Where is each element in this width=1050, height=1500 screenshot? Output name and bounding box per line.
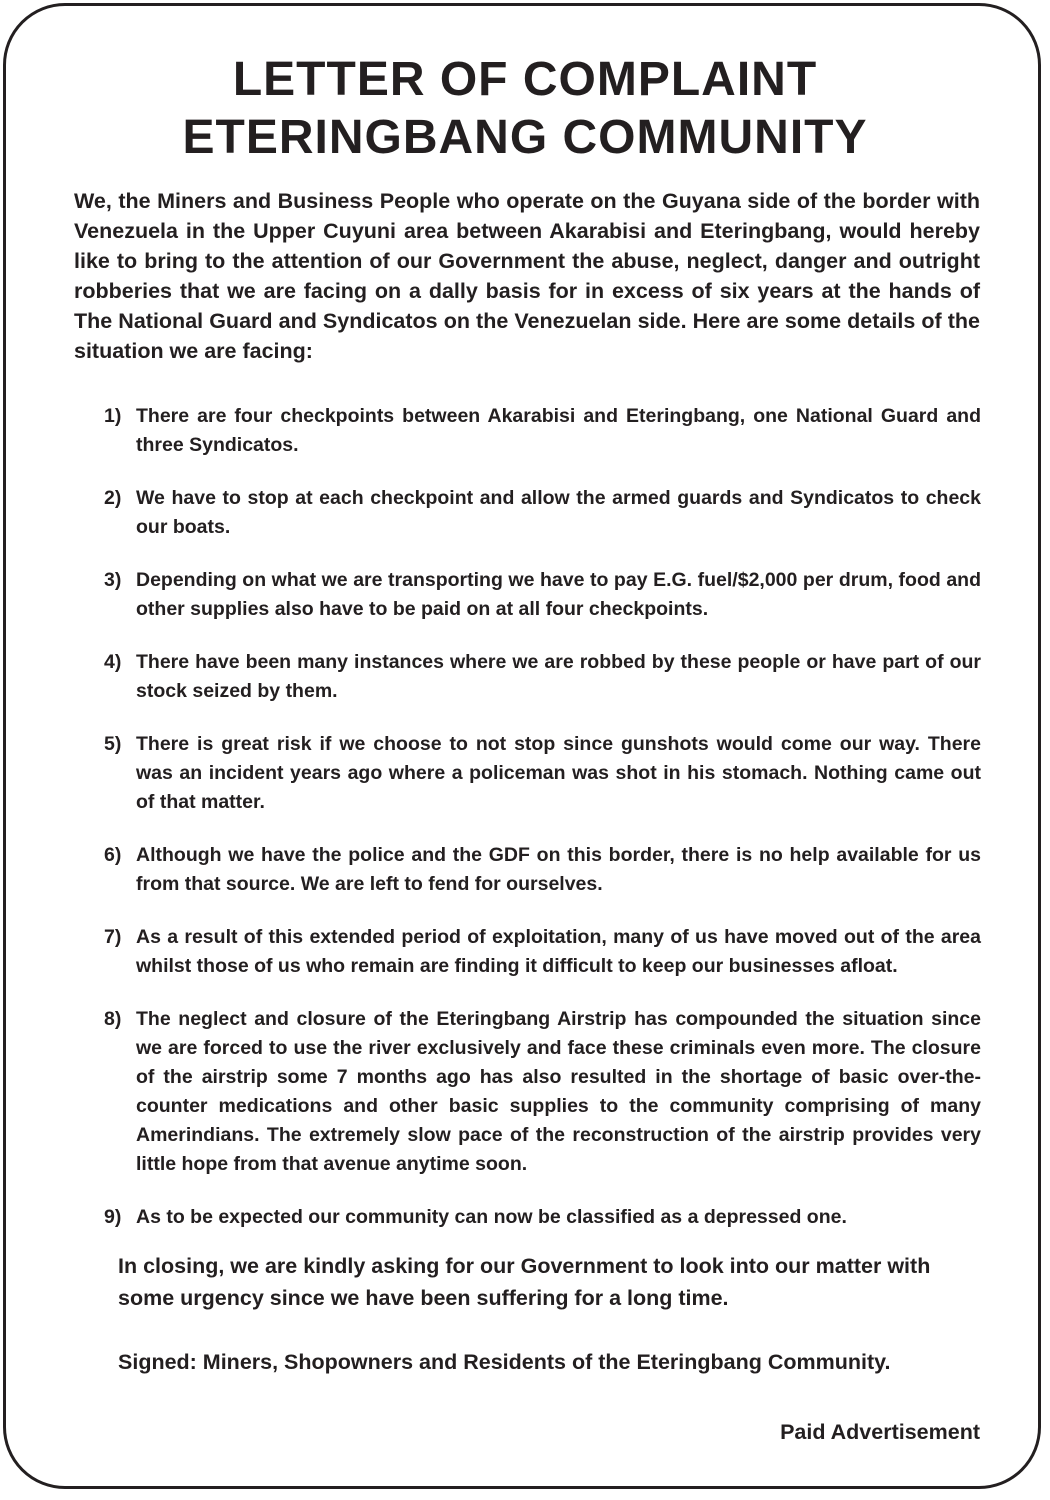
item-text: Although we have the police and the GDF on this border, there is no help available for us from that source. We are left to fend for ourselves. bbox=[136, 844, 981, 895]
item-text: There is great risk if we choose to not stop since gunshots would come our way. There was an incident years ago where a policeman was shot in his stomach. Nothing came out of that matter. bbox=[136, 733, 981, 813]
list-item bbox=[104, 730, 981, 817]
paid-advertisement-label: Paid Advertisement bbox=[780, 1420, 980, 1444]
item-text: Depending on what we are transporting we have to pay E.G. fuel/$2,000 per drum, food and other supplies also have to be paid on at all four checkpoints. bbox=[136, 569, 981, 620]
item-number: 2) bbox=[104, 487, 122, 509]
item-number: 1) bbox=[104, 405, 122, 427]
item-number: 4) bbox=[104, 651, 122, 673]
item-text: There have been many instances where we are robbed by these people or have part of our stock seized by them. bbox=[136, 651, 981, 702]
closing-paragraph: In closing, we are kindly asking for our Government to look into our matter with some urgency since we have been suffering for a long time. bbox=[118, 1254, 931, 1310]
title-line-2: ETERINGBANG COMMUNITY bbox=[182, 111, 868, 164]
list-item bbox=[104, 648, 981, 706]
list-item bbox=[104, 484, 981, 542]
signature-line: Signed: Miners, Shopowners and Residents of the Eteringbang Community. bbox=[118, 1350, 891, 1374]
title-line-1: LETTER OF COMPLAINT bbox=[232, 53, 818, 106]
list-item bbox=[104, 402, 981, 460]
item-number: 8) bbox=[104, 1008, 122, 1030]
list-item bbox=[104, 923, 981, 981]
item-number: 5) bbox=[104, 733, 122, 755]
item-text: There are four checkpoints between Akarabisi and Eteringbang, one National Guard and three Syndicatos. bbox=[136, 405, 981, 456]
item-text: As to be expected our community can now be classified as a depressed one. bbox=[136, 1206, 847, 1228]
item-number: 7) bbox=[104, 926, 122, 948]
list-item bbox=[104, 1005, 981, 1179]
list-item bbox=[104, 566, 981, 624]
item-number: 3) bbox=[104, 569, 122, 591]
item-text: As a result of this extended period of exploitation, many of us have moved out of the area whilst those of us who remain are finding it difficult to keep our businesses afloat. bbox=[136, 926, 981, 977]
item-number: 6) bbox=[104, 844, 122, 866]
intro-paragraph: We, the Miners and Business People who operate on the Guyana side of the border with Venezuela in the Upper Cuyuni area between Akarabisi and Eteringbang, would hereby like to bring to the attention of our Government the abuse, neglect, danger and outright robberies that we are facing on a dally basis for in excess of six years at the hands of The National Guard and Syndicatos on the Venezuelan side. Here are some details of the situation we are facing: bbox=[74, 189, 980, 363]
list-item bbox=[104, 1203, 981, 1232]
item-text: The neglect and closure of the Eteringbang Airstrip has compounded the situation since we are forced to use the river exclusively and face these criminals even more. The closure of the airstrip some 7 months ago has also resulted in the shortage of basic over-the-counter medications and other basic supplies to the community comprising of many Amerindians. The extremely slow pace of the reconstruction of the airstrip provides very little hope from that avenue anytime soon. bbox=[136, 1008, 981, 1175]
item-text: We have to stop at each checkpoint and allow the armed guards and Syndicatos to check our boats. bbox=[136, 487, 981, 538]
complaint-list bbox=[104, 402, 981, 1256]
list-item bbox=[104, 841, 981, 899]
item-number: 9) bbox=[104, 1206, 122, 1228]
